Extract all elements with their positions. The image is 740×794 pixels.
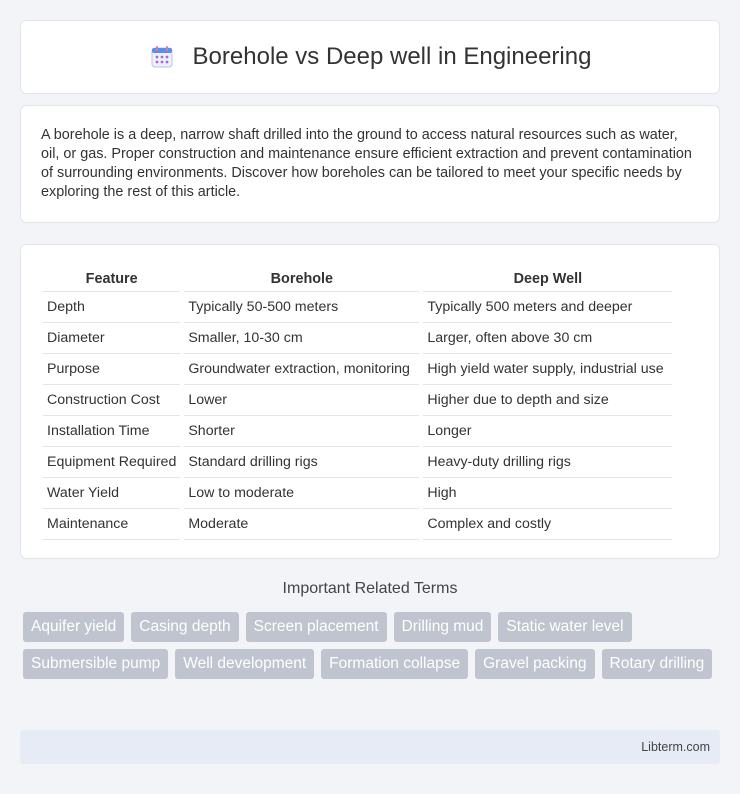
cell-borehole: Moderate — [184, 509, 419, 540]
cell-deep-well: Complex and costly — [423, 509, 672, 540]
comparison-table-card — [20, 244, 720, 559]
term-tag-rotary-drilling[interactable]: Rotary drilling — [602, 649, 713, 679]
table-row — [43, 416, 672, 447]
table-row — [43, 509, 672, 540]
cell-borehole: Smaller, 10-30 cm — [184, 323, 419, 354]
cell-deep-well: Higher due to depth and size — [423, 385, 672, 416]
cell-deep-well: Larger, often above 30 cm — [423, 323, 672, 354]
table-row — [43, 292, 672, 323]
cell-feature: Construction Cost — [43, 385, 180, 416]
cell-deep-well: Heavy-duty drilling rigs — [423, 447, 672, 478]
cell-borehole: Low to moderate — [184, 478, 419, 509]
cell-feature: Depth — [43, 292, 180, 323]
intro-paragraph: A borehole is a deep, narrow shaft drilled into the ground to access natural resources such as water, oil, or gas. Proper construction and maintenance ensure efficient extraction and prevent contamination of surrounding environments. Discover how boreholes can be tailored to meet your specific needs by exploring the rest of this article. — [41, 127, 692, 200]
table-row — [43, 447, 672, 478]
table-row — [43, 323, 672, 354]
cell-borehole: Shorter — [184, 416, 419, 447]
cell-feature: Purpose — [43, 354, 180, 385]
term-tag-drilling-mud[interactable]: Drilling mud — [394, 612, 492, 642]
cell-deep-well: Longer — [423, 416, 672, 447]
cell-deep-well: Typically 500 meters and deeper — [423, 292, 672, 323]
term-tag-screen-placement[interactable]: Screen placement — [246, 612, 387, 642]
calendar-grid-icon — [149, 44, 175, 70]
cell-feature: Maintenance — [43, 509, 180, 540]
related-terms-list — [23, 612, 723, 679]
table-row — [43, 478, 672, 509]
header-feature: Feature — [43, 265, 180, 292]
table-row — [43, 385, 672, 416]
term-tag-casing-depth[interactable]: Casing depth — [131, 612, 238, 642]
cell-borehole: Lower — [184, 385, 419, 416]
intro-card — [20, 105, 720, 223]
footer-brand-link[interactable]: Libterm.com — [641, 740, 710, 754]
related-terms-title: Important Related Terms — [282, 580, 458, 597]
header-borehole: Borehole — [184, 265, 419, 292]
header-card — [20, 20, 720, 94]
table-row — [43, 354, 672, 385]
comparison-table — [39, 265, 676, 540]
page-title: Borehole vs Deep well in Engineering — [192, 43, 592, 70]
cell-borehole: Groundwater extraction, monitoring — [184, 354, 419, 385]
term-tag-submersible-pump[interactable]: Submersible pump — [23, 649, 168, 679]
cell-deep-well: High yield water supply, industrial use — [423, 354, 672, 385]
cell-borehole: Typically 50-500 meters — [184, 292, 419, 323]
cell-feature: Diameter — [43, 323, 180, 354]
cell-deep-well: High — [423, 478, 672, 509]
cell-feature: Water Yield — [43, 478, 180, 509]
term-tag-formation-collapse[interactable]: Formation collapse — [321, 649, 468, 679]
header-deep-well: Deep Well — [423, 265, 672, 292]
term-tag-well-development[interactable]: Well development — [175, 649, 314, 679]
cell-feature: Installation Time — [43, 416, 180, 447]
footer — [20, 730, 720, 764]
cell-feature: Equipment Required — [43, 447, 180, 478]
term-tag-gravel-packing[interactable]: Gravel packing — [475, 649, 594, 679]
cell-borehole: Standard drilling rigs — [184, 447, 419, 478]
term-tag-aquifer-yield[interactable]: Aquifer yield — [23, 612, 124, 642]
table-header-row — [43, 265, 672, 292]
title-wrap — [149, 43, 592, 71]
term-tag-static-water-level[interactable]: Static water level — [498, 612, 631, 642]
